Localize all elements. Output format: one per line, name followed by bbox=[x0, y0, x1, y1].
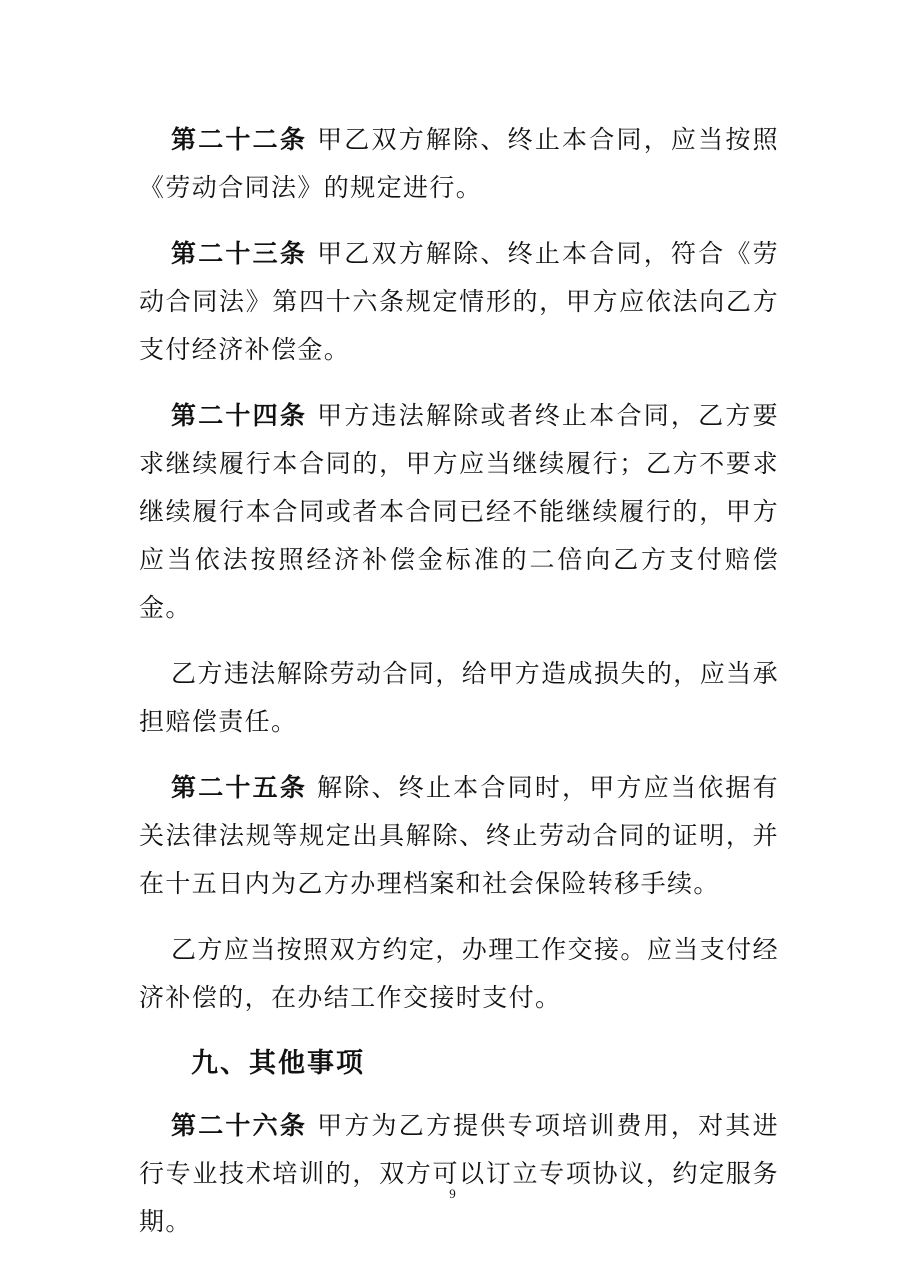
article-25-paragraph bbox=[139, 764, 779, 908]
article-24-number: 第二十四条 bbox=[171, 401, 308, 430]
page-number: 9 bbox=[449, 1186, 456, 1201]
article-24-continuation-paragraph bbox=[139, 650, 779, 746]
article-22-number: 第二十二条 bbox=[171, 125, 308, 154]
article-23-paragraph bbox=[139, 230, 779, 374]
article-24-text: 甲方违法解除或者终止本合同，乙方要求继续履行本合同的，甲方应当继续履行；乙方不要求继续履行本合同或者本合同已经不能继续履行的，甲方应当依法按照经济补偿金标准的二倍向乙方支付赔偿金。 bbox=[139, 401, 779, 622]
section-heading-other-matters: 九、其他事项 bbox=[191, 1048, 365, 1079]
article-26-paragraph bbox=[139, 1102, 779, 1246]
article-24-paragraph bbox=[139, 392, 779, 632]
article-25-text: 解除、终止本合同时，甲方应当依据有关法律法规等规定出具解除、终止劳动合同的证明，并在十五日内为乙方办理档案和社会保险转移手续。 bbox=[139, 773, 779, 898]
article-22-paragraph bbox=[139, 116, 779, 212]
article-26-text: 甲方为乙方提供专项培训费用，对其进行专业技术培训的，双方可以订立专项协议，约定服务期。 bbox=[139, 1111, 779, 1236]
article-23-number: 第二十三条 bbox=[171, 239, 308, 268]
article-24-continuation-text: 乙方违法解除劳动合同，给甲方造成损失的，应当承担赔偿责任。 bbox=[139, 659, 779, 736]
article-25-continuation-text: 乙方应当按照双方约定，办理工作交接。应当支付经济补偿的，在办结工作交接时支付。 bbox=[139, 935, 779, 1012]
article-26-number: 第二十六条 bbox=[171, 1111, 308, 1140]
document-body bbox=[139, 116, 779, 1246]
article-25-number: 第二十五条 bbox=[171, 773, 308, 802]
article-23-text: 甲乙双方解除、终止本合同，符合《劳动合同法》第四十六条规定情形的，甲方应依法向乙方支付经济补偿金。 bbox=[139, 239, 779, 364]
article-22-text: 甲乙双方解除、终止本合同，应当按照《劳动合同法》的规定进行。 bbox=[139, 125, 779, 202]
article-25-continuation-paragraph bbox=[139, 926, 779, 1022]
